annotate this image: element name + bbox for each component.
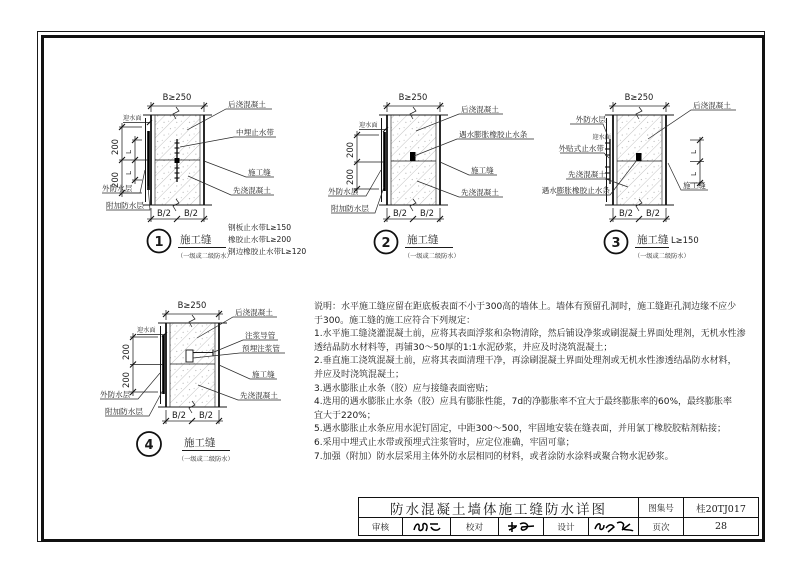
dim-b: B≥250 — [398, 92, 428, 102]
note-line: 5.遇水膨胀止水条应用水泥钉固定，中距300～500，牢固地安装在缝表面，并用氯丁橡胶胶粘剂粘接； — [314, 424, 726, 435]
waterstop-note-3: 钢边橡胶止水带L≥120 — [228, 247, 307, 256]
design-signature — [589, 518, 639, 535]
dim-b2-right: B/2 — [184, 208, 198, 218]
detail-title: 施工缝 — [184, 437, 216, 449]
swelling-waterstop-strip — [636, 153, 642, 161]
dim-l-b: L — [689, 171, 698, 177]
label-post-concrete: 后浇混凝土 — [693, 101, 731, 110]
dim-200-b: 200 — [345, 169, 355, 185]
general-notes — [314, 301, 750, 464]
detail-number: 1 — [154, 235, 164, 250]
note-line: 宜大于220%； — [314, 410, 376, 421]
detail-2 — [328, 92, 534, 260]
proof-label: 校对 — [451, 518, 499, 535]
label-grout-pipe: 预埋注浆管 — [242, 344, 280, 353]
label-pre-concrete: 先浇混凝土 — [233, 186, 271, 195]
note-line: 6.采用中埋式止水带或预埋式注浆管时，应定位准确，牢固可靠； — [314, 437, 575, 448]
dimension-left — [121, 333, 163, 396]
dim-b2-left: B/2 — [393, 208, 407, 218]
dim-b2-right: B/2 — [199, 410, 213, 420]
note-line: 7.加强（附加）防水层采用主体外防水层相同的材料，或者涂防水涂料或聚合物水泥砂浆。 — [314, 451, 674, 462]
detail-number: 2 — [381, 236, 391, 251]
detail-title: 施工缝 — [637, 234, 669, 246]
note-line: 并应及时浇筑混凝土； — [314, 369, 405, 380]
page-label: 页次 — [639, 518, 684, 535]
dimension-right — [689, 137, 704, 186]
label-swelling-strip: 遇水膨胀橡胶止水条 — [541, 186, 610, 195]
dimension-top — [383, 92, 444, 112]
label-pre-concrete: 先浇混凝土 — [568, 170, 606, 179]
label-mid-waterstop: 中埋止水带 — [236, 128, 274, 137]
label-joint: 施工缝 — [683, 181, 706, 190]
swelling-waterstop-strip — [410, 152, 416, 161]
dimension-top — [609, 92, 670, 112]
dim-l-a: L — [689, 149, 698, 155]
label-ext-waterproof: 外防水层 — [100, 390, 131, 399]
label-post-concrete: 后浇混凝土 — [235, 308, 273, 317]
label-ext-waterproof: 外防水层 — [575, 115, 606, 124]
sheet-title-cell — [359, 498, 639, 517]
signature-mark — [504, 520, 538, 534]
detail-1 — [102, 92, 306, 260]
detail-title-note: L≥150 — [671, 235, 699, 245]
dim-200-a: 200 — [121, 344, 131, 360]
leaders-left — [100, 373, 163, 416]
water-face-label: 迎水面 — [359, 122, 378, 129]
dim-b2-right: B/2 — [646, 208, 660, 218]
dimension-bottom — [609, 208, 670, 222]
review-label: 审核 — [359, 518, 403, 535]
note-line: 透结晶防水材料等，再铺30～50厚的1:1水泥砂浆，并应及时浇筑混凝土； — [314, 342, 613, 353]
water-face-label: 迎水面 — [592, 134, 611, 141]
label-pre-concrete: 先浇混凝土 — [240, 391, 278, 400]
dim-l-b: L — [124, 170, 133, 176]
title-block — [358, 497, 759, 536]
label-pre-concrete: 先浇混凝土 — [461, 188, 499, 197]
dim-b: B≥250 — [162, 92, 192, 102]
note-line: 1.水平施工缝浇灌混凝土前，应将其表面浮浆和杂物清除，然后铺设净浆或刷混凝土界面处理剂，无机水性渗 — [314, 329, 746, 340]
label-grout-guide: 注浆导管 — [245, 331, 276, 340]
concrete-hatch — [170, 323, 215, 407]
dim-b: B≥250 — [624, 92, 654, 102]
label-ext-waterproof: 外防水层 — [102, 184, 133, 193]
label-post-concrete: 后浇混凝土 — [461, 105, 499, 114]
detail-title: 施工缝 — [407, 234, 439, 246]
dimension-bottom — [383, 208, 444, 222]
review-signature — [403, 518, 451, 535]
dim-b2-left: B/2 — [157, 208, 171, 218]
note-line: 2.垂直施工浇筑混凝土前，应将其表面清理干净，再涂刷混凝土界面处理剂或无机水性渗透结晶防水材料， — [314, 356, 737, 367]
detail-grade: （一级或二级防水） — [178, 456, 234, 463]
atlas-number: 桂20TJ017 — [696, 503, 746, 515]
dim-b: B≥250 — [177, 300, 207, 310]
signature-mark — [592, 520, 636, 534]
dim-b2-left: B/2 — [619, 208, 633, 218]
design-label: 设计 — [544, 518, 589, 535]
dim-l-a: L — [124, 149, 133, 155]
dimension-left — [345, 131, 384, 193]
label-add-waterproof: 附加防水层 — [331, 204, 369, 213]
water-face-label: 迎水面 — [137, 327, 156, 334]
waterstop-note-1: 钢板止水带L≥150 — [228, 223, 292, 232]
note-line: 于300。施工缝的施工应符合下列规定： — [314, 315, 476, 326]
detail-grade: （一级或二级防水） — [634, 253, 690, 260]
dim-200-a: 200 — [345, 142, 355, 158]
label-post-concrete: 后浇混凝土 — [228, 100, 266, 109]
page-number: 28 — [714, 521, 728, 532]
detail-number: 3 — [611, 236, 621, 251]
dim-b2-left: B/2 — [172, 410, 186, 420]
note-line: 说明：水平施工缝应留在距底板表面不小于300高的墙体上。墙体有预留孔洞时，施工缝距孔洞边缘不应少 — [314, 302, 737, 312]
sheet-title: 防水混凝土墙体施工缝防水详图 — [390, 501, 607, 517]
detail-4 — [100, 300, 285, 463]
water-face-label: 迎水面 — [123, 115, 142, 122]
dimension-bottom — [147, 208, 208, 222]
label-ext-waterproof: 外防水层 — [328, 187, 359, 196]
label-swelling-strip: 遇水膨胀橡胶止水条 — [459, 130, 528, 139]
signature-mark — [410, 520, 444, 534]
label-add-waterproof: 附加防水层 — [106, 201, 144, 210]
leaders-left — [328, 170, 384, 213]
detail-3 — [542, 92, 736, 260]
note-line: 4.选用的遇水膨胀止水条（胶）应具有膨胀性能，7d的净膨胀率不宜大于最终膨胀率的60%，最终膨胀率 — [314, 397, 733, 408]
dim-200-b: 200 — [121, 372, 131, 388]
label-add-waterproof: 附加防水层 — [105, 407, 143, 416]
atlas-label: 图集号 — [639, 498, 684, 517]
label-joint: 施工缝 — [252, 370, 275, 379]
label-joint: 施工缝 — [248, 168, 271, 177]
note-line: 3.遇水膨胀止水条（胶）应与接缝表面密贴； — [314, 383, 494, 394]
proof-signature — [499, 518, 544, 535]
detail-title: 施工缝 — [180, 234, 212, 246]
dimension-top — [162, 300, 223, 320]
dim-b2-right: B/2 — [420, 208, 434, 218]
detail-number: 4 — [144, 438, 154, 453]
dimension-bottom — [162, 410, 223, 424]
label-joint: 施工缝 — [471, 166, 494, 175]
dim-200-a: 200 — [110, 139, 120, 155]
detail-grade: （一级或二级防水） — [404, 253, 460, 260]
detail-grade: （一级或二级防水） — [177, 253, 233, 260]
waterstop-note-2: 橡胶止水带L≥200 — [228, 235, 292, 244]
label-ext-waterstop: 外贴式止水带 — [558, 144, 604, 153]
dim-200-b: 200 — [110, 172, 120, 188]
